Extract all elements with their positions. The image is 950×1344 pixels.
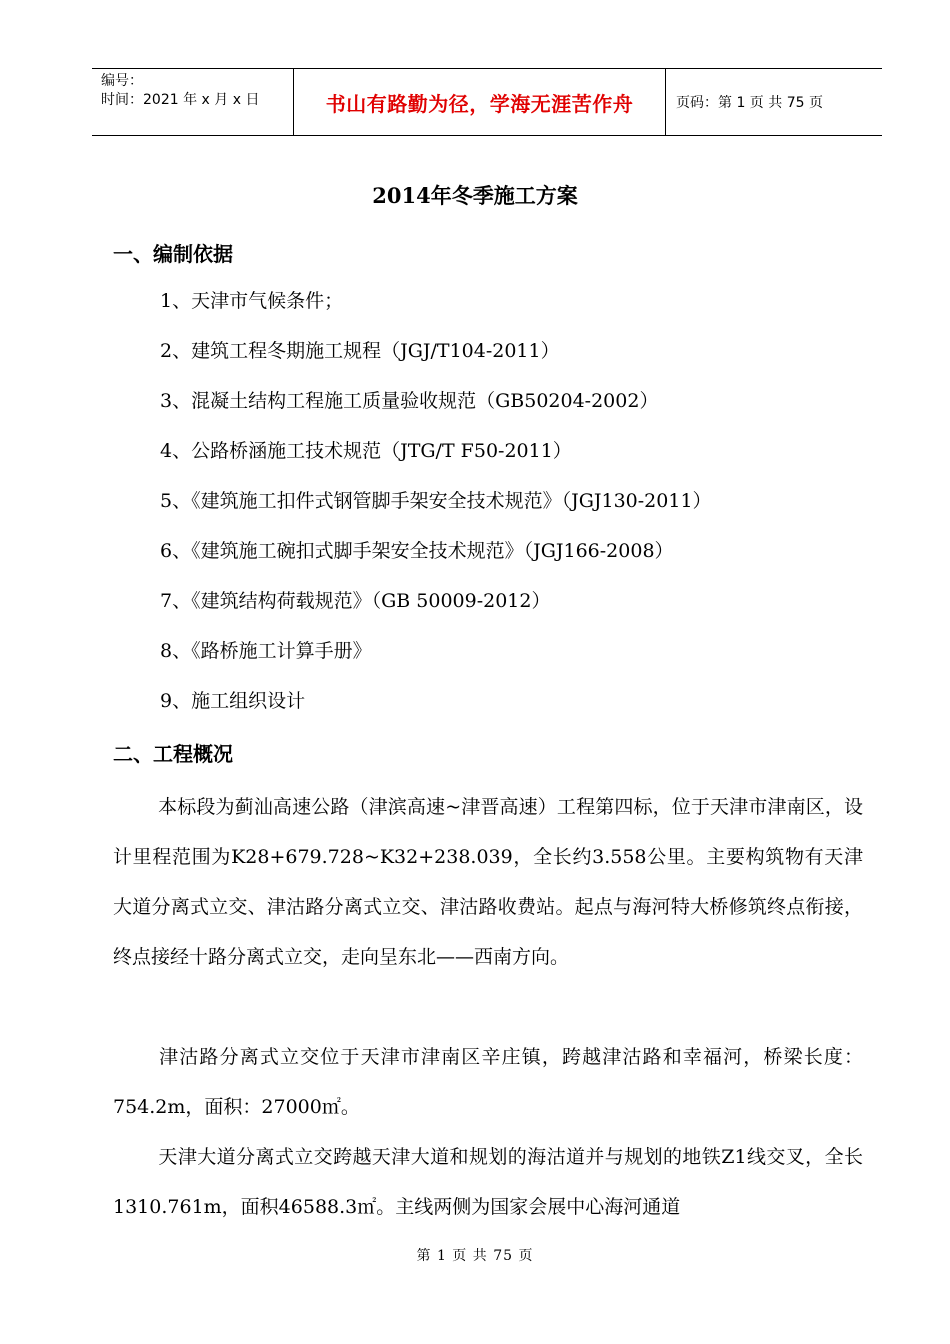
- list-item: 6、《建筑施工碗扣式脚手架安全技术规范》（JGJ166-2008）: [160, 540, 674, 562]
- header-meta: [92, 69, 293, 135]
- list-item: 7、《建筑结构荷载规范》（GB 50009-2012）: [160, 590, 551, 612]
- paragraph-text: 津沽路分离式立交位于天津市津南区辛庄镇，跨越津沽路和幸福河，桥梁长度：754.2m，面积：27000㎡。: [113, 1046, 863, 1118]
- number-label: 编号：: [101, 73, 143, 89]
- paragraph-overview-3: [113, 1132, 863, 1232]
- section-heading-basis: 一、编制依据: [113, 242, 233, 266]
- paragraph-text: 本标段为蓟汕高速公路（津滨高速~津晋高速）工程第四标，位于天津市津南区，设计里程范围为K28+679.728~K32+238.039，全长约3.558公里。主要构筑物有天津大道分离式立交、津沽路分离式立交、津沽路收费站。起点与海河特大桥修筑终点衔接，终点接经十路分离式立交，走向呈东北——西南方向。: [113, 796, 863, 968]
- list-item: 1、天津市气候条件；: [160, 290, 344, 312]
- document-title: 2014年冬季施工方案: [372, 183, 578, 208]
- page-footer: 第 1 页 共 75 页: [416, 1248, 534, 1264]
- basis-list: [160, 283, 712, 733]
- paragraph-overview-2: [113, 1032, 863, 1132]
- header-motto-cell: [293, 69, 666, 135]
- list-item: 4、公路桥涵施工技术规范（JTG/T F50-2011）: [160, 440, 572, 462]
- time-label: 时间：2021 年 x 月 x 日: [101, 92, 260, 108]
- document-header: [92, 68, 882, 136]
- paragraph-text: 天津大道分离式立交跨越天津大道和规划的海沽道并与规划的地铁Z1线交叉，全长1310.761m，面积46588.3㎡。主线两侧为国家会展中心海河通道: [113, 1146, 863, 1218]
- list-item: 3、混凝土结构工程施工质量验收规范（GB50204-2002）: [160, 390, 659, 412]
- list-item: 9、施工组织设计: [160, 690, 306, 712]
- paragraph-overview-1: [113, 782, 863, 982]
- header-page-cell: [666, 69, 882, 135]
- section-heading-overview: 二、工程概况: [113, 742, 233, 766]
- list-item: 2、建筑工程冬期施工规程（JGJ/T104-2011）: [160, 340, 560, 362]
- page-info: 页码：第 1 页 共 75 页: [676, 95, 823, 111]
- list-item: 8、《路桥施工计算手册》: [160, 640, 372, 662]
- motto-text: 书山有路勤为径，学海无涯苦作舟: [325, 91, 634, 116]
- list-item: 5、《建筑施工扣件式钢管脚手架安全技术规范》（JGJ130-2011）: [160, 490, 712, 512]
